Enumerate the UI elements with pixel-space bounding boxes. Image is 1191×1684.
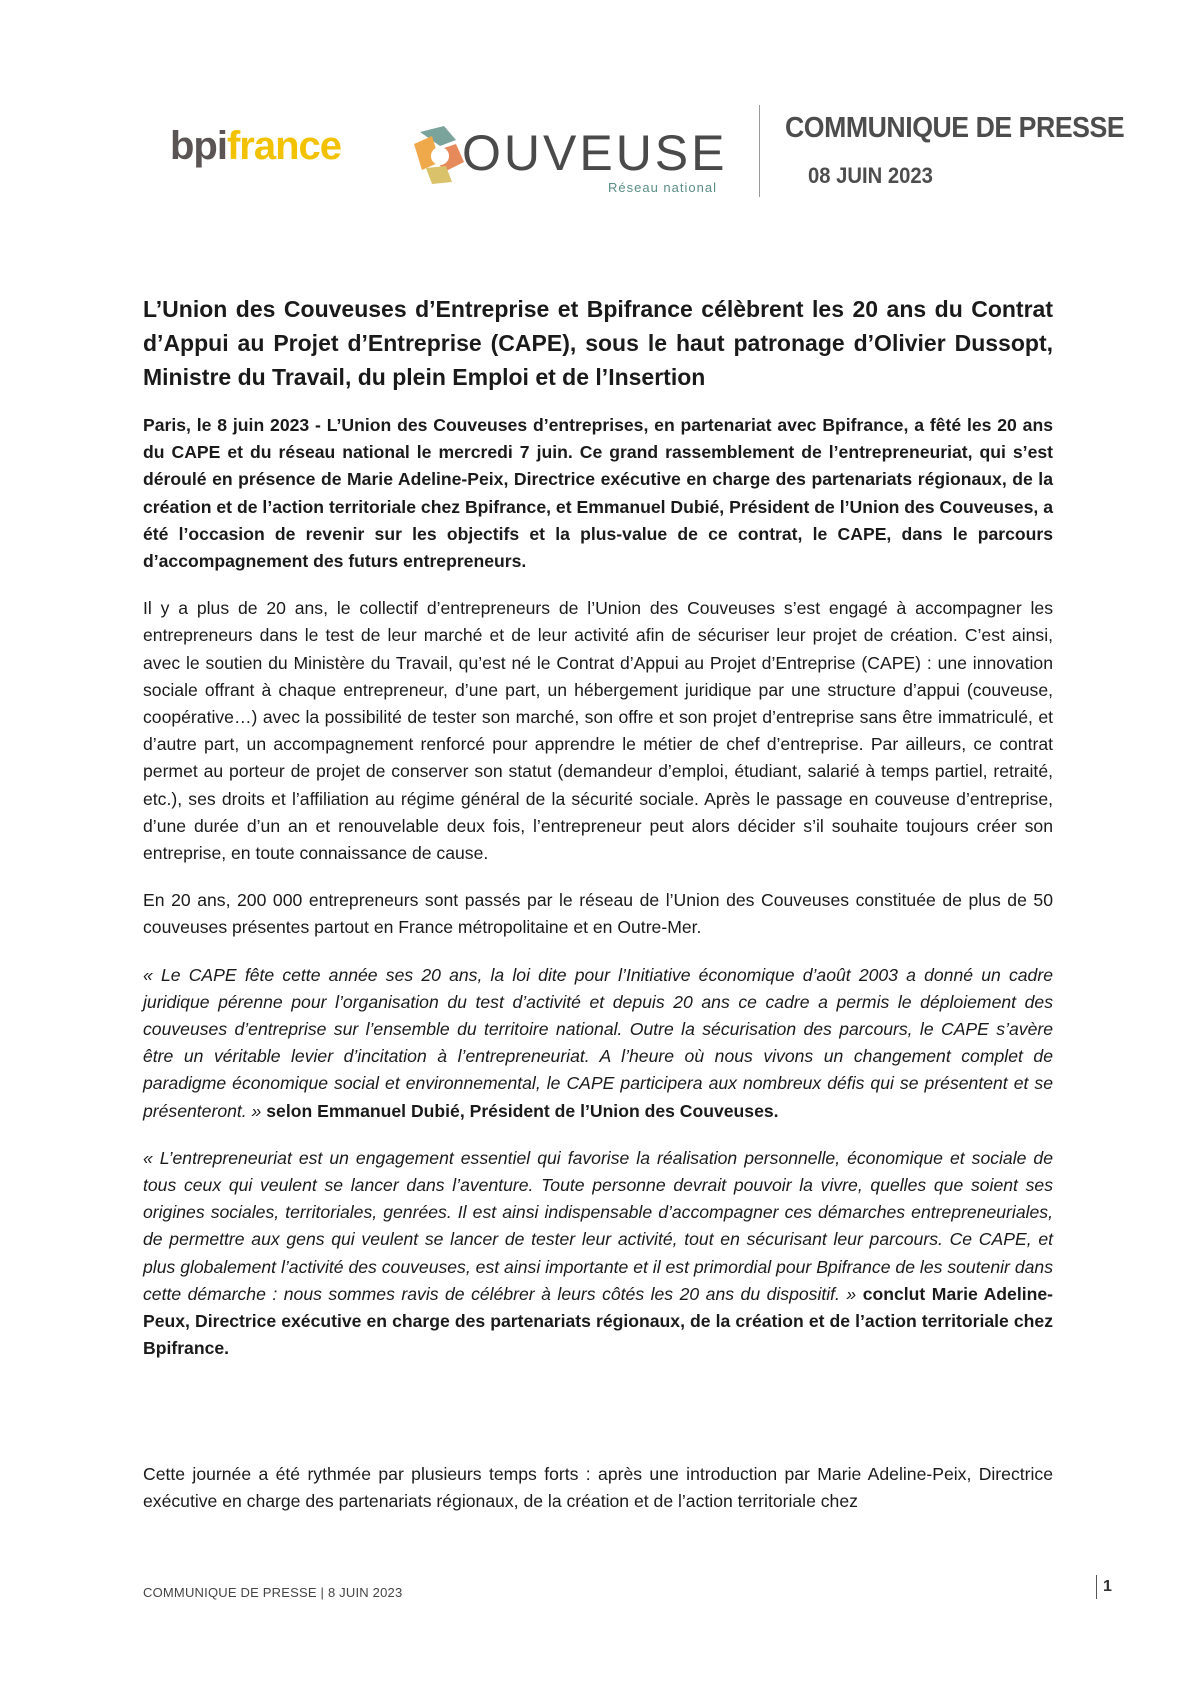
- press-release-title: COMMUNIQUE DE PRESSE: [785, 112, 1125, 144]
- quote-dubie-attribution: selon Emmanuel Dubié, Président de l’Union des Couveuses.: [261, 1100, 779, 1121]
- couveuse-tagline: Réseau national: [608, 180, 717, 195]
- paragraph-history: Il y a plus de 20 ans, le collectif d’entrepreneurs de l’Union des Couveuses s’est engagé à accompagner les entrepreneurs dans le test de leur marché et de leur activité afin de sécuriser leur projet de création. C’est ainsi, avec le soutien du Ministère du Travail, qu’est né le Contrat d’Appui au Projet d’Entreprise (CAPE) : une innovation sociale offrant à chaque entrepreneur, d’une part, un hébergement juridique par une structure d’appui (couveuse, coopérative…) avec la possibilité de tester son marché, son offre et son projet d’entreprise sans être immatriculé, et d’autre part, un accompagnement renforcé pour apprendre le métier de chef d’entreprise. Par ailleurs, ce contrat permet au porteur de projet de conserver son statut (demandeur d’emploi, étudiant, salarié à temps partiel, retraité, etc.), ses droits et l’affiliation au régime général de la sécurité sociale. Après le passage en couveuse d’entreprise, d’une durée d’un an et renouvelable deux fois, l’entrepreneur peut alors décider s’il souhaite toujours créer son entreprise, en toute connaissance de cause.: [143, 598, 1053, 864]
- lead-paragraph: Paris, le 8 juin 2023 - L’Union des Couveuses d’entreprises, en partenariat avec Bpifrance, a fêté les 20 ans du CAPE et du réseau national le mercredi 7 juin. Ce grand rassemblement de l’entrepreneuriat, qui s’est déroulé en présence de Marie Adeline-Peix, Directrice exécutive en charge des partenariats régionaux, de la création et de l’action territoriale chez Bpifrance, et Emmanuel Dubié, Président de l’Union des Couveuses, a été l’occasion de revenir sur les objectifs et la plus-value de ce contrat, le CAPE, dans le parcours d’accompagnement des futurs entrepreneurs.: [143, 415, 1053, 572]
- couveuse-wordmark: OUVEUSE: [462, 125, 728, 181]
- couveuse-logo: [410, 118, 730, 198]
- header-divider: [759, 105, 760, 197]
- page-number: 1: [1103, 1578, 1112, 1595]
- bpi-logo-part1: bpi: [170, 124, 227, 168]
- couveuse-emblem-icon: [410, 122, 470, 188]
- article-body: [143, 292, 1053, 1383]
- quote-adeline-peux-attribution: conclut Marie Adeline-Peux, Directrice exécutive en charge des partenariats régionaux, de la création et de l’action territoriale chez Bpifrance.: [143, 1283, 1053, 1359]
- press-release-date: 08 JUIN 2023: [808, 163, 933, 188]
- footer-label: COMMUNIQUE DE PRESSE | 8 JUIN 2023: [143, 1585, 403, 1600]
- paragraph-day-program: Cette journée a été rythmée par plusieurs temps forts : après une introduction par Marie Adeline-Peix, Directrice exécutive en charge des partenariats régionaux, de la création et de l’action territoriale chez: [143, 1464, 1053, 1512]
- paragraph-figures: En 20 ans, 200 000 entrepreneurs sont passés par le réseau de l’Union des Couveuses constituée de plus de 50 couveuses présentes partout en France métropolitaine et en Outre-Mer.: [143, 890, 1053, 938]
- footer-divider: [1096, 1575, 1097, 1599]
- quote-dubie: [143, 962, 1053, 1125]
- quote-dubie-text: « Le CAPE fête cette année ses 20 ans, la loi dite pour l’Initiative économique d’août 2003 a donné un cadre juridique pérenne pour l’organisation du test d’activité et depuis 20 ans ce cadre a permis le déploiement des couveuses d’entreprise sur l’ensemble du territoire national. Outre la sécurisation des parcours, le CAPE s’avère être un véritable levier d’incitation à l’entrepreneuriat. A l’heure où nous vivons un changement complet de paradigme économique social et environnemental, le CAPE participera aux nombreux défis qui se présentent et se présenteront. »: [143, 964, 1053, 1121]
- headline: L’Union des Couveuses d’Entreprise et Bpifrance célèbrent les 20 ans du Contrat d’Appui au Projet d’Entreprise (CAPE), sous le haut patronage d’Olivier Dussopt, Ministre du Travail, du plein Emploi et de l’Insertion: [143, 296, 1053, 390]
- bpifrance-logo: [170, 124, 341, 169]
- quote-adeline-peux-text: « L’entrepreneuriat est un engagement essentiel qui favorise la réalisation personnelle, économique et sociale de tous ceux qui veulent se lancer dans l’aventure. Toute personne devrait pouvoir la vivre, quelles que soient ses origines sociales, territoriales, genrées. Il est ainsi indispensable d’accompagner ces démarches entrepreneuriales, de permettre aux gens qui veulent se lancer de tester leur activité, tout en sécurisant leur parcours. Ce CAPE, et plus globalement l’activité des couveuses, est ainsi importante et il est primordial pour Bpifrance de les soutenir dans cette démarche : nous sommes ravis de célébrer à leurs côtés les 20 ans du dispositif. »: [143, 1147, 1053, 1304]
- quote-adeline-peux: [143, 1145, 1053, 1363]
- bpi-logo-part2: france: [226, 124, 342, 168]
